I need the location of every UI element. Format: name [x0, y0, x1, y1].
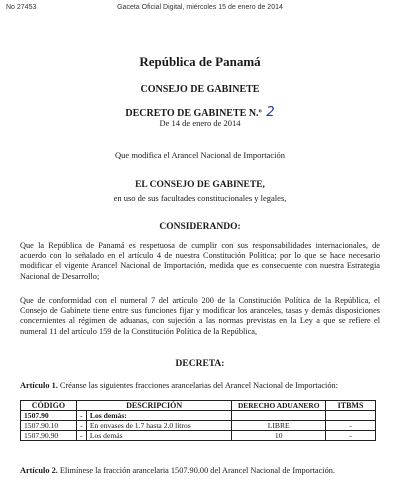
article-2 [20, 466, 384, 475]
table-header-row [21, 401, 376, 411]
article-2-label: Artículo 2. [20, 466, 58, 475]
table-row [21, 411, 376, 421]
council-title: CONSEJO DE GABINETE [140, 84, 260, 95]
decree-number: 2 [266, 105, 275, 120]
issuer-subtitle: en uso de sus facultades constitucionales y legales, [113, 193, 287, 203]
cell-duty [232, 411, 326, 421]
considering-paragraph-1: Que la República de Panamá es respetuosa de cumplir con sus responsabilidades internacionales, de acuerdo con lo señalado en el artículo 4 de nuestra Constitución Política; por lo que se hace necesario modificar el vigente Arancel Nacional de Importación, medida que es consecuente con nuestra Estrategia Nacional de Desarrollo; [20, 241, 380, 281]
table-row [21, 421, 376, 431]
decree-date: De 14 de enero de 2014 [159, 118, 241, 128]
cell-itbms: - [326, 421, 376, 431]
considering-heading: CONSIDERANDO: [159, 222, 241, 232]
table-row [21, 431, 376, 441]
cell-dash: - [76, 411, 86, 421]
cell-duty: LIBRE [232, 421, 326, 431]
considering-paragraph-2: Que de conformidad con el numeral 7 del artículo 200 de la Constitución Política de la República, el Consejo de Gabinete tiene entre sus funciones fijar y modificar los aranceles, tasas y demás disposiciones concernientes al régimen de aduanas, con sujeción a las normas previstas en la Ley a que se refiere el numeral 11 del artículo 159 de la Constitución Política de la República, [20, 296, 380, 336]
cell-code: 1507.90.90 [21, 431, 77, 441]
article-2-text: Elimínese la fracción arancelaria 1507.90.00 del Arancel Nacional de Importación. [59, 466, 335, 475]
cell-description: Los demás: [86, 411, 231, 421]
decree-subject: Que modifica el Arancel Nacional de Importación [115, 150, 285, 160]
cell-duty: 10 [232, 431, 326, 441]
cell-code: 1507.90.10 [21, 421, 77, 431]
cell-itbms: - [326, 431, 376, 441]
issuer-heading: EL CONSEJO DE GABINETE, [135, 180, 265, 190]
gazette-number: No 27453 [6, 4, 37, 11]
gazette-title: Gaceta Oficial Digital, miércoles 15 de enero de 2014 [117, 4, 283, 11]
header-code: CÓDIGO [21, 401, 77, 411]
decree-prefix: DECRETO DE GABINETE N.º [125, 108, 262, 119]
republic-title: República de Panamá [139, 54, 261, 69]
header-itbms: ITBMS [326, 401, 376, 411]
cell-dash: - [76, 431, 86, 441]
tariff-table [20, 400, 376, 441]
header-duty: DERECHO ADUANERO [232, 401, 326, 411]
cell-dash: - [76, 421, 86, 431]
article-1 [20, 381, 384, 390]
cell-description: Los demás [86, 431, 231, 441]
cell-code: 1507.90 [21, 411, 77, 421]
cell-description: En envases de 1.7 hasta 2.0 litros [86, 421, 231, 431]
article-1-text: Créanse las siguientes fracciones arancelarias del Arancel Nacional de Importación: [59, 381, 338, 390]
header-description: DESCRIPCIÓN [76, 401, 231, 411]
decrees-heading: DECRETA: [175, 359, 225, 369]
gazette-header [6, 4, 394, 16]
cell-itbms [326, 411, 376, 421]
article-1-label: Artículo 1. [20, 381, 58, 390]
